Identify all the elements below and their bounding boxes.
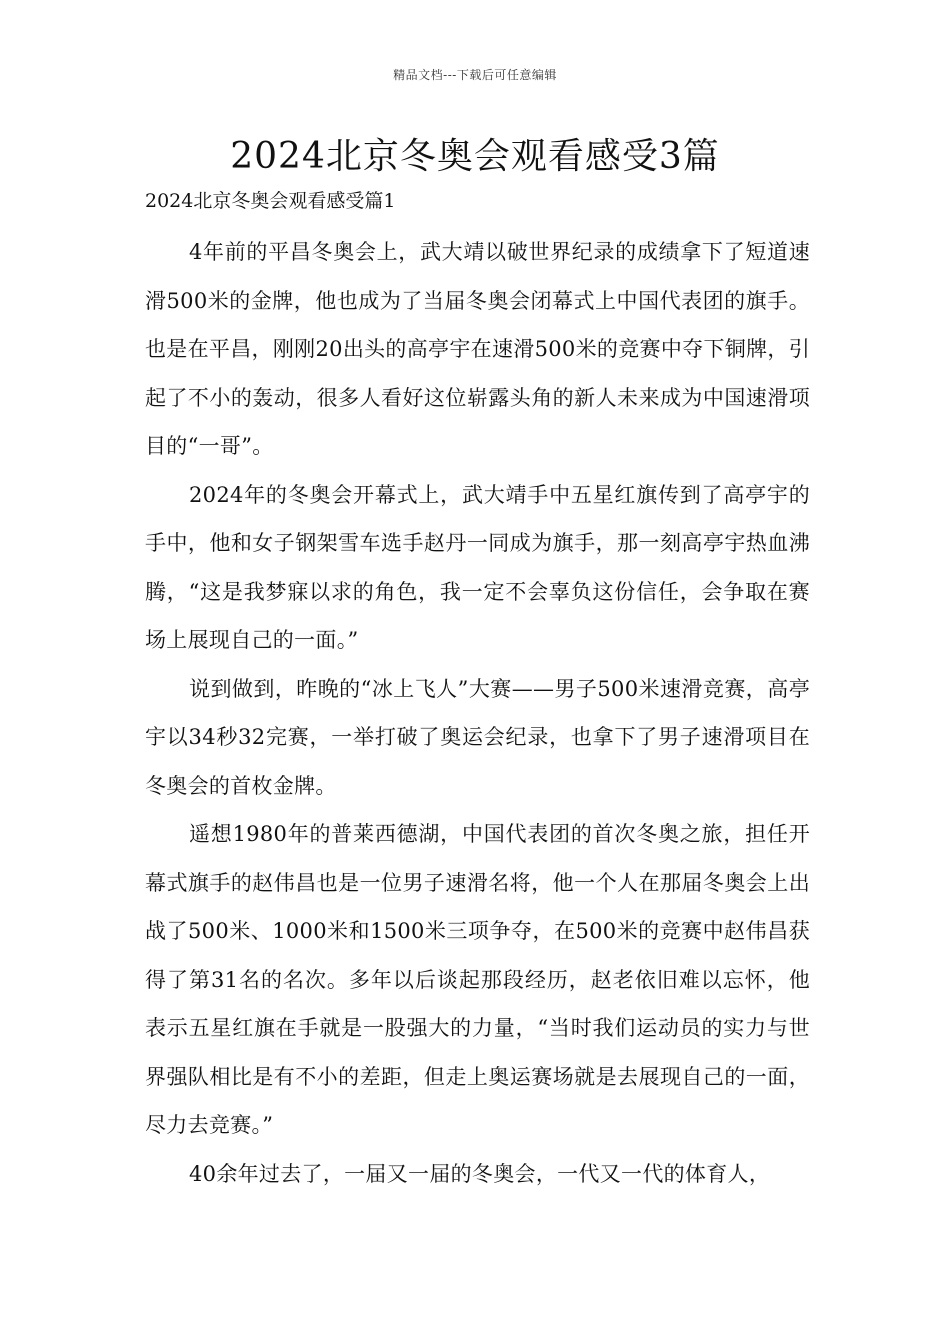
header-note: 精品文档---下载后可任意编辑 [393, 68, 557, 82]
body-text [145, 228, 810, 1198]
section-subtitle: 2024北京冬奥会观看感受篇1 [145, 190, 396, 212]
paragraph-3: 说到做到，昨晚的“冰上飞人”大赛——男子500米速滑竞赛，高亭宇以34秒32完赛，一举打破了奥运会纪录，也拿下了男子速滑项目在冬奥会的首枚金牌。 [145, 676, 810, 798]
paragraph-2: 2024年的冬奥会开幕式上，武大靖手中五星红旗传到了高亭宇的手中，他和女子钢架雪车选手赵丹一同成为旗手，那一刻高亭宇热血沸腾，“这是我梦寐以求的角色，我一定不会辜负这份信任，会争取在赛场上展现自己的一面。” [145, 482, 810, 652]
paragraph-4: 遥想1980年的普莱西德湖，中国代表团的首次冬奥之旅，担任开幕式旗手的赵伟昌也是一位男子速滑名将，他一个人在那届冬奥会上出战了500米、1000米和1500米三项争夺，在500米的竞赛中赵伟昌获得了第31名的名次。多年以后谈起那段经历，赵老依旧难以忘怀，他表示五星红旗在手就是一股强大的力量，“当时我们运动员的实力与世界强队相比是有不小的差距，但走上奥运赛场就是去展现自己的一面，尽力去竞赛。” [145, 822, 810, 1137]
paragraph-5: 40余年过去了，一届又一届的冬奥会，一代又一代的体育人， [189, 1161, 771, 1186]
paragraph-1: 4年前的平昌冬奥会上，武大靖以破世界纪录的成绩拿下了短道速滑500米的金牌，他也成为了当届冬奥会闭幕式上中国代表团的旗手。也是在平昌，刚刚20出头的高亭宇在速滑500米的竞赛中夺下铜牌，引起了不小的轰动，很多人看好这位崭露头角的新人未来成为中国速滑项目的“一哥”。 [145, 240, 810, 458]
document-title: 2024北京冬奥会观看感受3篇 [230, 136, 720, 177]
